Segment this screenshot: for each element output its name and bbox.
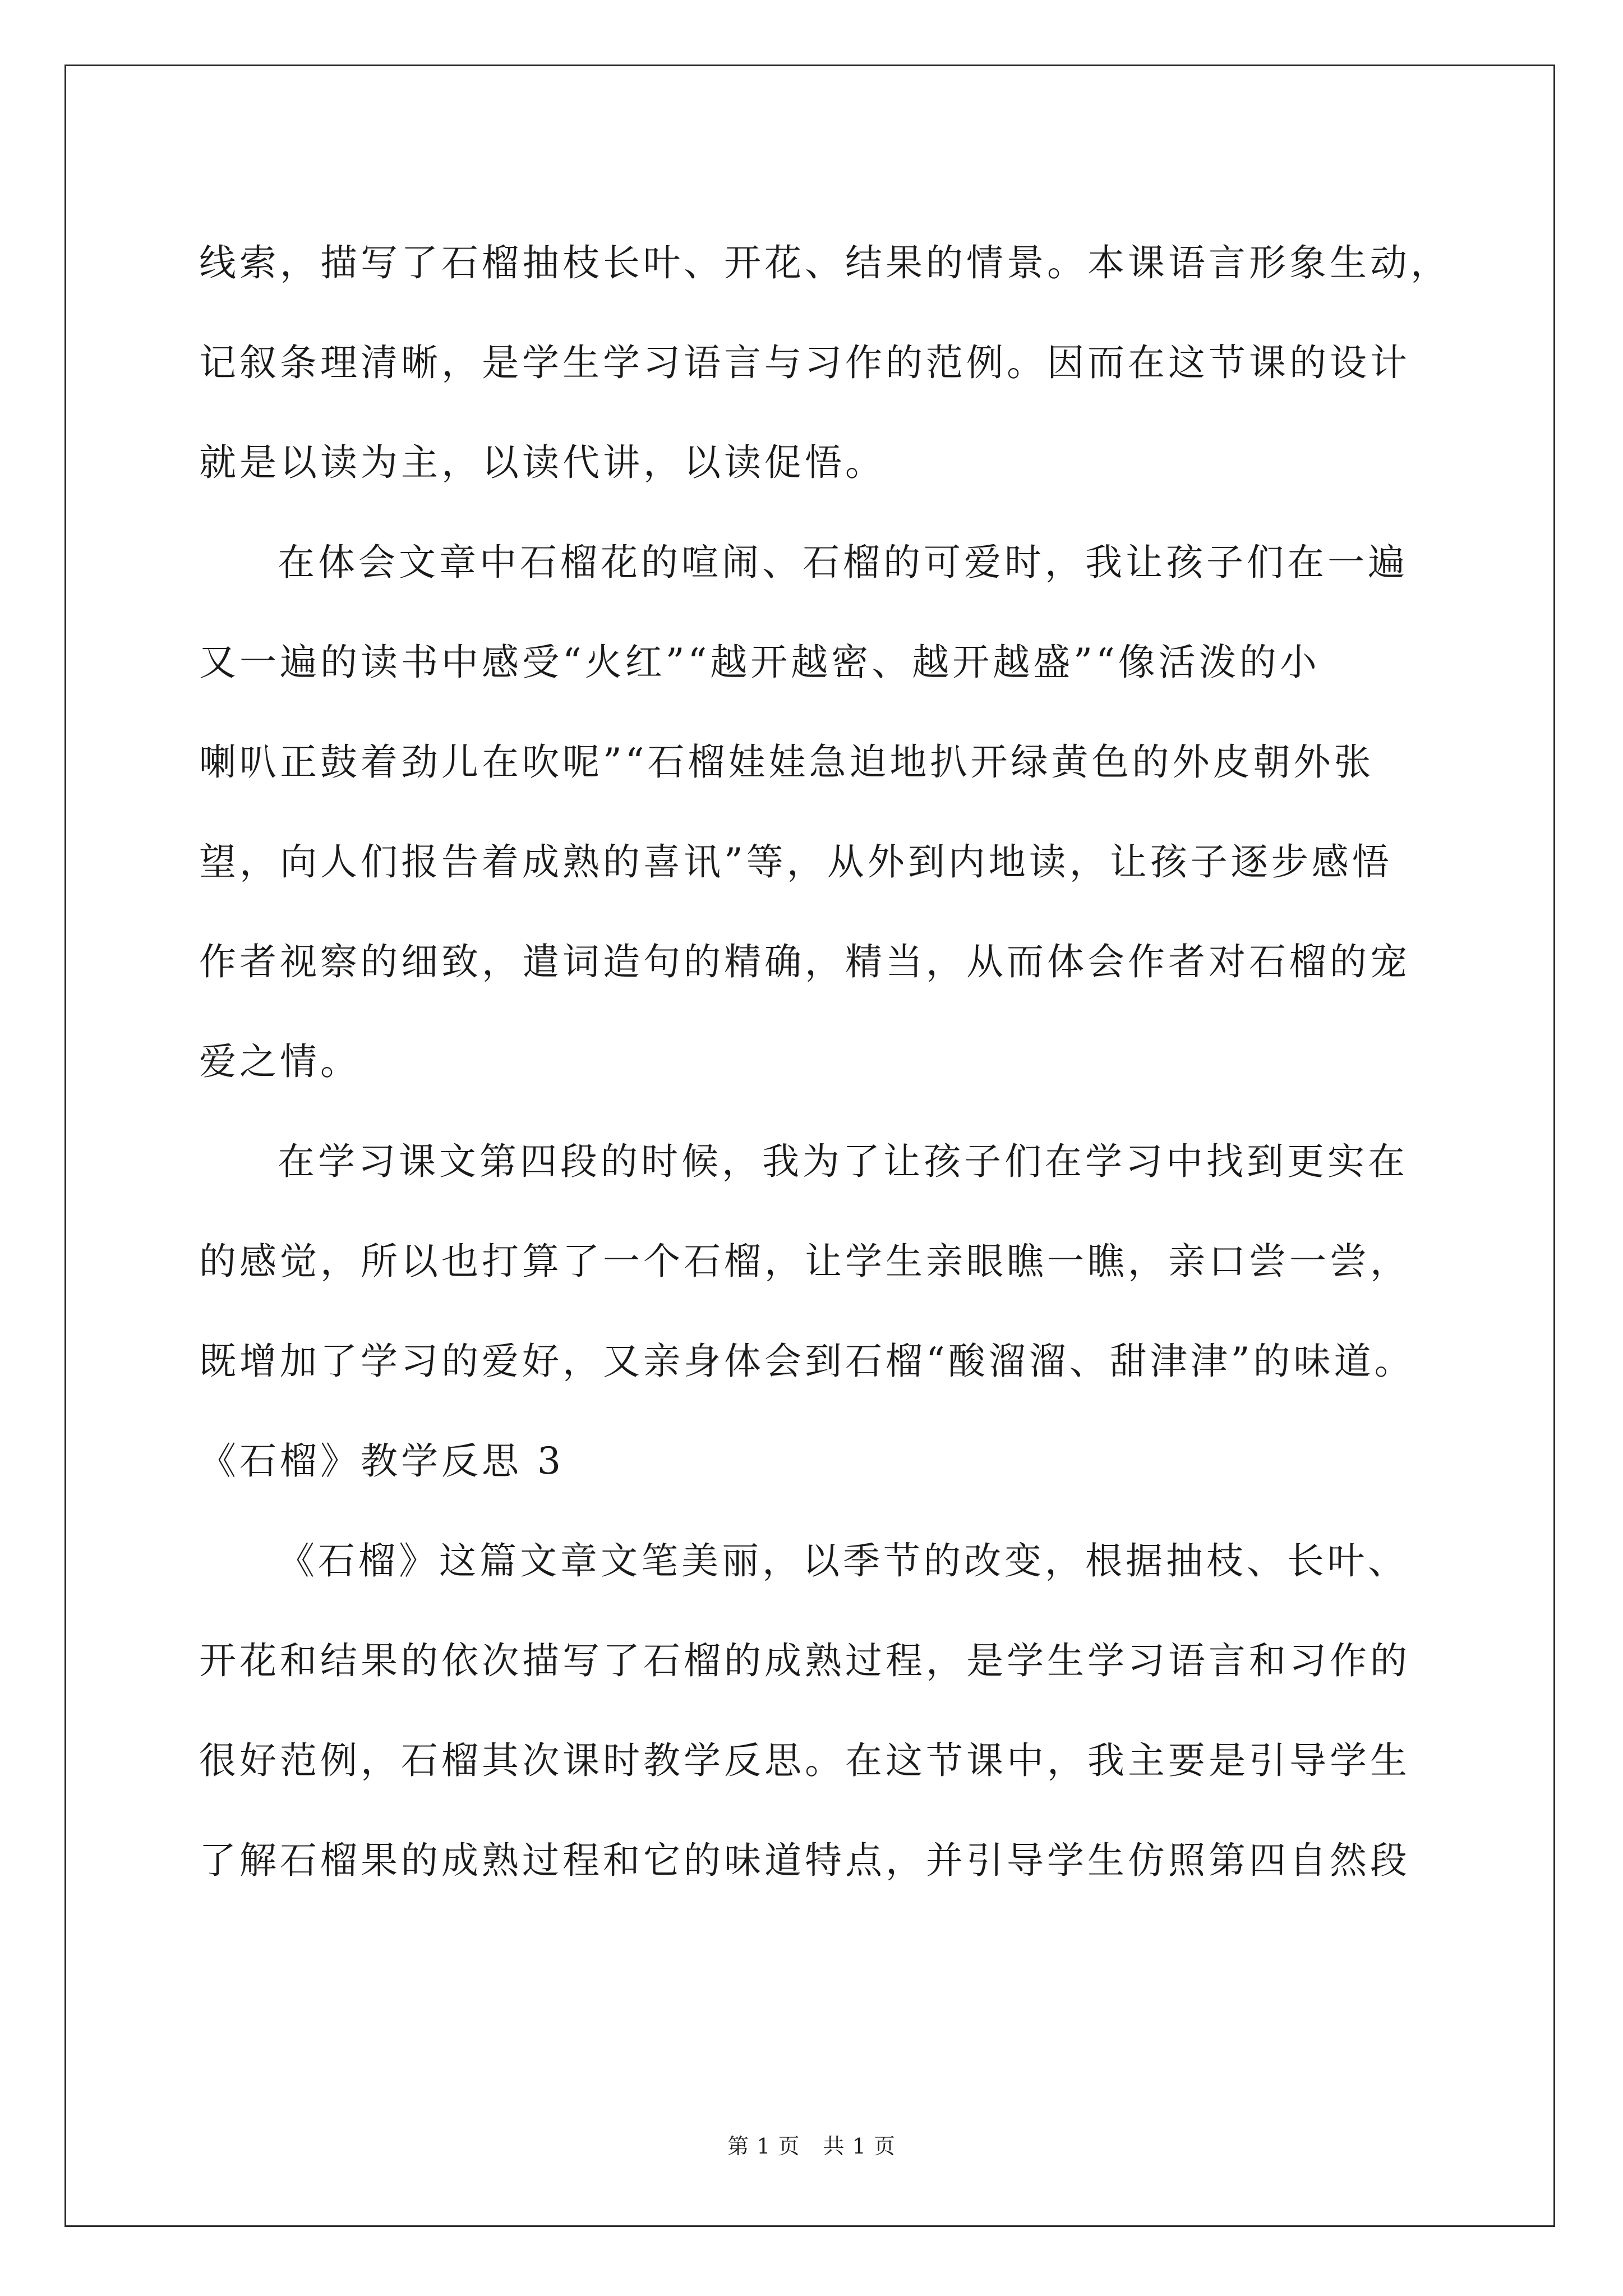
paragraph-start-line: 在学习课文第四段的时候，我为了让孩子们在学习中找到更实在 (278, 1140, 1408, 1183)
text-line: 很好范例，石榴其次课时教学反思。在这节课中，我主要是引导学生 (199, 1739, 1410, 1782)
document-body (199, 213, 1451, 1911)
text-line: 望，向人们报告着成熟的喜讯”等，从外到内地读，让孩子逐步感悟 (199, 840, 1393, 884)
text-line: 的感觉，所以也打算了一个石榴，让学生亲眼瞧一瞧，亲口尝一尝， (199, 1240, 1410, 1283)
page-number-total: 共 1 页 (823, 2134, 896, 2159)
paragraph-start-line: 在体会文章中石榴花的喧闹、石榴的可爱时，我让孩子们在一遍 (278, 541, 1408, 584)
text-line: 记叙条理清晰，是学生学习语言与习作的范例。因而在这节课的设计 (199, 341, 1410, 384)
page-number-current: 第 1 页 (727, 2134, 800, 2159)
text-line: 作者视察的细致，遣词造句的精确，精当，从而体会作者对石榴的宠 (199, 940, 1410, 983)
paragraph-start-line: 《石榴》这篇文章文笔美丽，以季节的改变，根据抽枝、长叶、 (278, 1539, 1408, 1582)
text-line: 喇叭正鼓着劲儿在吹呢”“石榴娃娃急迫地扒开绿黄色的外皮朝外张 (199, 740, 1375, 784)
text-line: 开花和结果的依次描写了石榴的成熟过程，是学生学习语言和习作的 (199, 1639, 1410, 1682)
text-line: 就是以读为主，以读代讲，以读促悟。 (199, 441, 886, 484)
text-line: 爱之情。 (199, 1040, 361, 1083)
section-heading: 《石榴》教学反思 3 (199, 1439, 564, 1483)
text-line: 了解石榴果的成熟过程和它的味道特点，并引导学生仿照第四自然段 (199, 1839, 1410, 1882)
text-line: 线索，描写了石榴抽枝长叶、开花、结果的情景。本课语言形象生动， (199, 241, 1451, 284)
page-footer (0, 2129, 1623, 2160)
text-line: 既增加了学习的爱好，又亲身体会到石榴“酸溜溜、甜津津”的味道。 (199, 1340, 1415, 1383)
text-line: 又一遍的读书中感受“火红”“越开越密、越开越盛”“像活泼的小 (199, 641, 1320, 684)
